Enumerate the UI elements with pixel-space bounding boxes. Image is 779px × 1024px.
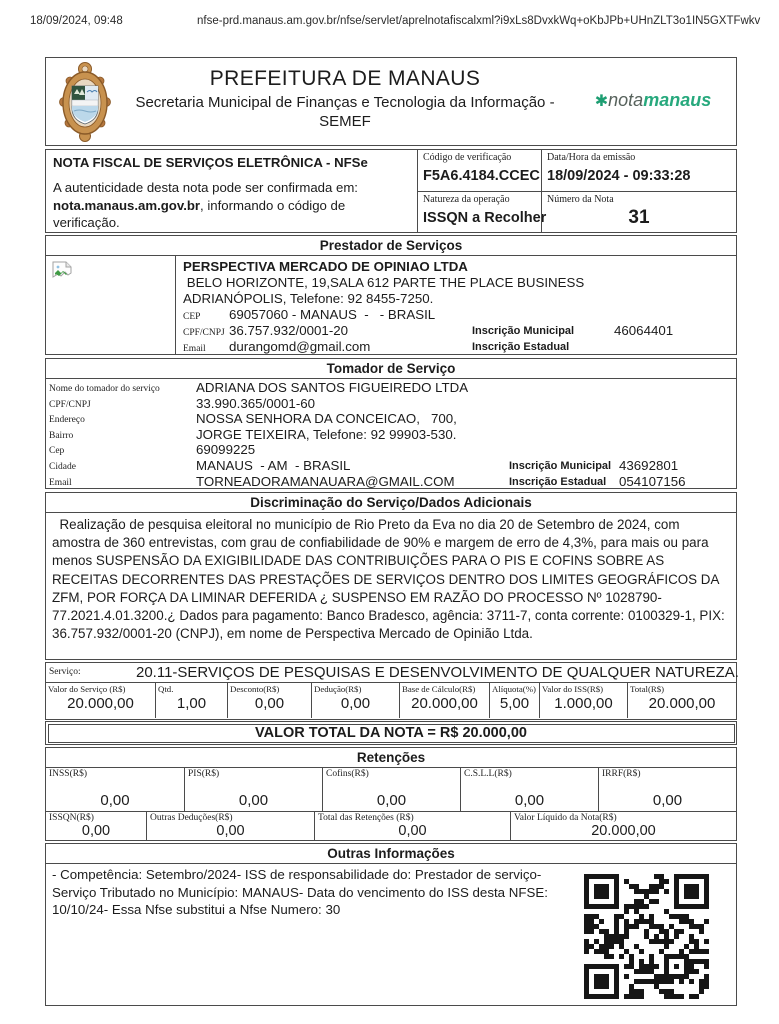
verification-site: nota.manaus.am.gov.br	[53, 197, 201, 213]
provider-address-line1: BELO HORIZONTE, 19,SALA 612 PARTE THE PLACE BUSINESS	[183, 275, 585, 290]
retention-label-csll: C.S.L.L(R$)	[464, 769, 512, 779]
brand-nota-text: nota	[608, 90, 644, 110]
verification-code-value: F5A6.4184.CCEC	[423, 168, 540, 184]
customer-name-value: ADRIANA DOS SANTOS FIGUEIREDO LTDA	[196, 380, 469, 395]
value-label-discount: Desconto(R$)	[230, 684, 280, 694]
provider-section	[45, 235, 737, 355]
retention-label-inss: INSS(R$)	[49, 769, 88, 779]
customer-section	[45, 358, 737, 489]
section-title-customer: Tomador de Serviço	[46, 359, 736, 379]
retention-cell-other-deductions	[146, 812, 314, 840]
retention-cell-cofins	[322, 768, 460, 811]
nfse-meta-grid	[418, 150, 736, 232]
retention-cell-net-value	[510, 812, 736, 840]
provider-cep-row	[183, 307, 729, 323]
service-description-section	[45, 492, 737, 660]
retention-label-pis: PIS(R$)	[188, 769, 220, 779]
value-cell-iss	[539, 683, 627, 718]
value-label-rate: Alíquota(%)	[492, 684, 536, 694]
service-code-label: Serviço:	[49, 667, 81, 677]
retention-label-net-value: Valor Líquido da Nota(R$)	[514, 813, 617, 823]
value-label-qty: Qtd.	[158, 684, 174, 694]
provider-state-reg-label: Inscrição Estadual	[472, 341, 570, 353]
value-cell-service	[46, 683, 155, 718]
total-amount-text: VALOR TOTAL DA NOTA = R$ 20.000,00	[48, 724, 735, 743]
retention-label-issqn: ISSQN(R$)	[49, 813, 94, 823]
retention-value-issqn: 0,00	[81, 823, 111, 839]
page-title: PREFEITURA DE MANAUS	[209, 67, 481, 90]
brand-manaus-text: manaus	[643, 90, 712, 110]
customer-row-cep	[46, 442, 736, 458]
value-amount-deduction: 0,00	[340, 695, 371, 712]
operation-nature-label: Natureza da operação	[423, 194, 510, 205]
authenticity-text-after: , informando o código de verificação.	[53, 197, 346, 230]
print-timestamp: 18/09/2024, 09:48	[30, 15, 123, 27]
value-amount-base: 20.000,00	[411, 695, 478, 712]
value-label-total: Total(R$)	[630, 684, 665, 694]
retentions-section	[45, 747, 737, 841]
service-code-value: 20.11-SERVIÇOS DE PESQUISAS E DESENVOLVIMENTO DE QUALQUER NATUREZA.	[136, 664, 739, 681]
section-title-other-info: Outras Informações	[46, 844, 736, 864]
customer-row-email	[46, 474, 736, 490]
retention-value-inss: 0,00	[100, 792, 130, 809]
provider-logo-cell	[46, 256, 176, 354]
retention-cell-pis	[184, 768, 322, 811]
value-cell-discount	[227, 683, 311, 718]
retention-label-other-deductions: Outras Deduções(R$)	[150, 813, 233, 823]
service-code-row	[46, 663, 739, 683]
customer-district-label: Bairro	[49, 430, 74, 441]
value-amount-discount: 0,00	[254, 695, 285, 712]
provider-municipal-reg-label: Inscrição Municipal	[472, 325, 575, 337]
customer-state-reg-label: Inscrição Estadual	[509, 475, 607, 488]
customer-email-value: TORNEADORAMANAUARA@GMAIL.COM	[196, 473, 455, 489]
provider-cnpj-value: 36.757.932/0001-20	[229, 323, 349, 338]
customer-row-city	[46, 458, 736, 474]
value-cell-rate	[489, 683, 539, 718]
other-info-section	[45, 843, 737, 1006]
customer-address-value: NOSSA SENHORA DA CONCEICAO, 700,	[196, 411, 457, 427]
other-info-text: - Competência: Setembro/2024- ISS de responsabilidade do: Prestador de serviço- Serviço Tributado no Município: MANAUS- Data do vencimento do ISS desta NFSE: 10/10/24- Essa Nfse substitui a Nfse Numero: 30	[52, 867, 552, 917]
customer-cep-value: 69099225	[196, 442, 256, 458]
value-cell-deduction	[311, 683, 399, 718]
customer-address-label: Endereço	[49, 415, 85, 426]
customer-email-label: Email	[49, 477, 72, 488]
provider-name: PERSPECTIVA MERCADO DE OPINIAO LTDA	[183, 259, 468, 274]
broken-image-icon	[51, 261, 73, 281]
retention-value-net-value: 20.000,00	[591, 823, 656, 839]
provider-address-line2: ADRIANÓPOLIS, Telefone: 92 8455-7250.	[183, 291, 434, 306]
note-number-cell	[541, 191, 736, 232]
customer-rows	[46, 379, 736, 489]
value-amount-qty: 1,00	[176, 695, 207, 712]
section-title-description: Discriminação do Serviço/Dados Adicionais	[46, 493, 736, 513]
retention-label-irrf: IRRF(R$)	[602, 769, 641, 779]
print-url: nfse-prd.manaus.am.gov.br/nfse/servlet/aprelnotafiscalxml?i9xLs8DvxkWq+oKbJPb+UHnZLT3o1IN5GXTFwkv	[197, 15, 761, 27]
customer-city-value: MANAUS - AM - BRASIL	[196, 457, 351, 473]
nfse-authenticity-block	[46, 150, 418, 232]
authenticity-text-before: A autenticidade desta nota pode ser confirmada em:	[53, 180, 358, 195]
nfse-title: NOTA FISCAL DE SERVIÇOS ELETRÔNICA - NFSe	[53, 155, 368, 170]
retention-value-other-deductions: 0,00	[216, 823, 245, 839]
notamanaus-logo	[578, 58, 728, 111]
provider-email-row	[183, 339, 729, 355]
retention-cell-csll	[460, 768, 598, 811]
provider-email-label: Email	[183, 344, 206, 354]
retention-value-total-retentions: 0,00	[398, 823, 427, 839]
customer-city-label: Cidade	[49, 461, 76, 472]
customer-municipal-reg-value: 43692801	[619, 457, 679, 473]
customer-row-district	[46, 427, 736, 443]
value-amount-service: 20.000,00	[67, 695, 134, 712]
provider-cnpj-row	[183, 323, 729, 339]
customer-name-label: Nome do tomador do serviço	[49, 384, 160, 394]
provider-email-value: durangomd@gmail.com	[229, 339, 371, 354]
values-table	[46, 683, 736, 718]
customer-state-reg-value: 054107156	[619, 473, 686, 489]
provider-cep-value: 69057060 - MANAUS - - BRASIL	[229, 307, 436, 322]
asterisk-icon: ✱	[594, 93, 609, 110]
emission-datetime-label: Data/Hora da emissão	[547, 152, 636, 163]
customer-cnpj-label: CPF/CNPJ	[49, 399, 91, 410]
retention-value-cofins: 0,00	[376, 792, 407, 809]
value-label-iss: Valor do ISS(R$)	[542, 684, 604, 694]
provider-body	[46, 256, 736, 354]
customer-district-value: JORGE TEIXEIRA, Telefone: 92 99903-530.	[196, 426, 457, 442]
value-label-deduction: Dedução(R$)	[314, 684, 362, 694]
emission-datetime-value: 18/09/2024 - 09:33:28	[547, 168, 691, 184]
note-number-value: 31	[628, 207, 650, 228]
operation-nature-cell	[418, 191, 547, 232]
provider-details	[176, 256, 736, 354]
value-amount-total: 20.000,00	[648, 695, 716, 712]
customer-cnpj-value: 33.990.365/0001-60	[196, 395, 316, 411]
page-subtitle: Secretaria Municipal de Finanças e Tecnologia da Informação - SEMEF	[135, 94, 555, 130]
retention-label-total-retentions: Total das Retenções (R$)	[318, 813, 414, 823]
document-header	[45, 57, 737, 146]
customer-municipal-reg-label: Inscrição Municipal	[509, 459, 612, 472]
provider-municipal-reg-value: 46064401	[614, 323, 674, 338]
verification-code-label: Código de verificação	[423, 152, 512, 163]
provider-cnpj-label: CPF/CNPJ	[183, 328, 225, 338]
retention-cell-issqn	[46, 812, 146, 840]
retentions-row-1	[46, 768, 736, 812]
value-label-base: Base de Cálculo(R$)	[402, 684, 476, 694]
service-description-text: Realização de pesquisa eleitoral no município de Rio Preto da Eva no dia 20 de Setembro de 2024, com amostra de 360 entrevistas, com grau de confiabilidade de 90% e margem de erro de 4,3%, para mais ou para menos SUSPENSÃO DA EXIGIBILIDADE DAS CONTRIBUIÇÕES PARA O PIS E COFINS SOBRE AS RECEITAS DECORRENTES DAS PRESTAÇÕES DE SERVIÇOS DENTRO DOS LIMITES GEOGRÁFICOS DA ZFM, POR FORÇA DA LIMINAR DEFERIDA ¿ SUSPENSO EM RAZÃO DO PROCESSO Nº 1028790-77.2021.4.01.3200.¿ Dados para pagamento: Banco Bradesco, agência: 3711-7, conta corrente: 0100329-1, PIX: 36.757.932/0001-20 (CNPJ), em nome de Perspectiva Mercado de Opinião Ltda.	[52, 517, 729, 642]
section-title-provider: Prestador de Serviços	[46, 236, 736, 256]
customer-row-cnpj	[46, 396, 736, 412]
emission-datetime-cell	[541, 150, 736, 191]
retention-cell-inss	[46, 768, 184, 811]
retention-label-cofins: Cofins(R$)	[326, 769, 369, 779]
value-cell-total	[627, 683, 736, 718]
service-values-section	[45, 662, 737, 720]
value-cell-qty	[155, 683, 227, 718]
customer-cep-label: Cep	[49, 446, 65, 457]
retention-value-pis: 0,00	[238, 792, 269, 809]
qr-code	[584, 874, 709, 999]
retentions-row-2	[46, 812, 736, 840]
note-number-label: Número da Nota	[547, 194, 614, 205]
total-bar-section	[45, 721, 737, 745]
retention-value-irrf: 0,00	[652, 792, 683, 809]
nfse-info-section	[45, 149, 737, 233]
value-cell-base	[399, 683, 489, 718]
retention-cell-irrf	[598, 768, 736, 811]
retention-value-csll: 0,00	[514, 792, 545, 809]
operation-nature-value: ISSQN a Recolher	[423, 210, 547, 226]
value-amount-rate: 5,00	[499, 695, 530, 712]
nfse-authenticity-text	[53, 179, 410, 232]
customer-row-address	[46, 411, 736, 427]
section-title-retentions: Retenções	[46, 748, 736, 768]
manaus-coat-of-arms-icon	[58, 61, 112, 143]
provider-cep-label: CEP	[183, 312, 201, 322]
value-amount-iss: 1.000,00	[554, 695, 613, 712]
verification-code-cell	[418, 150, 541, 191]
value-label-service: Valor do Serviço (R$)	[48, 684, 126, 694]
customer-row-name	[46, 380, 736, 396]
retention-cell-total-retentions	[314, 812, 510, 840]
